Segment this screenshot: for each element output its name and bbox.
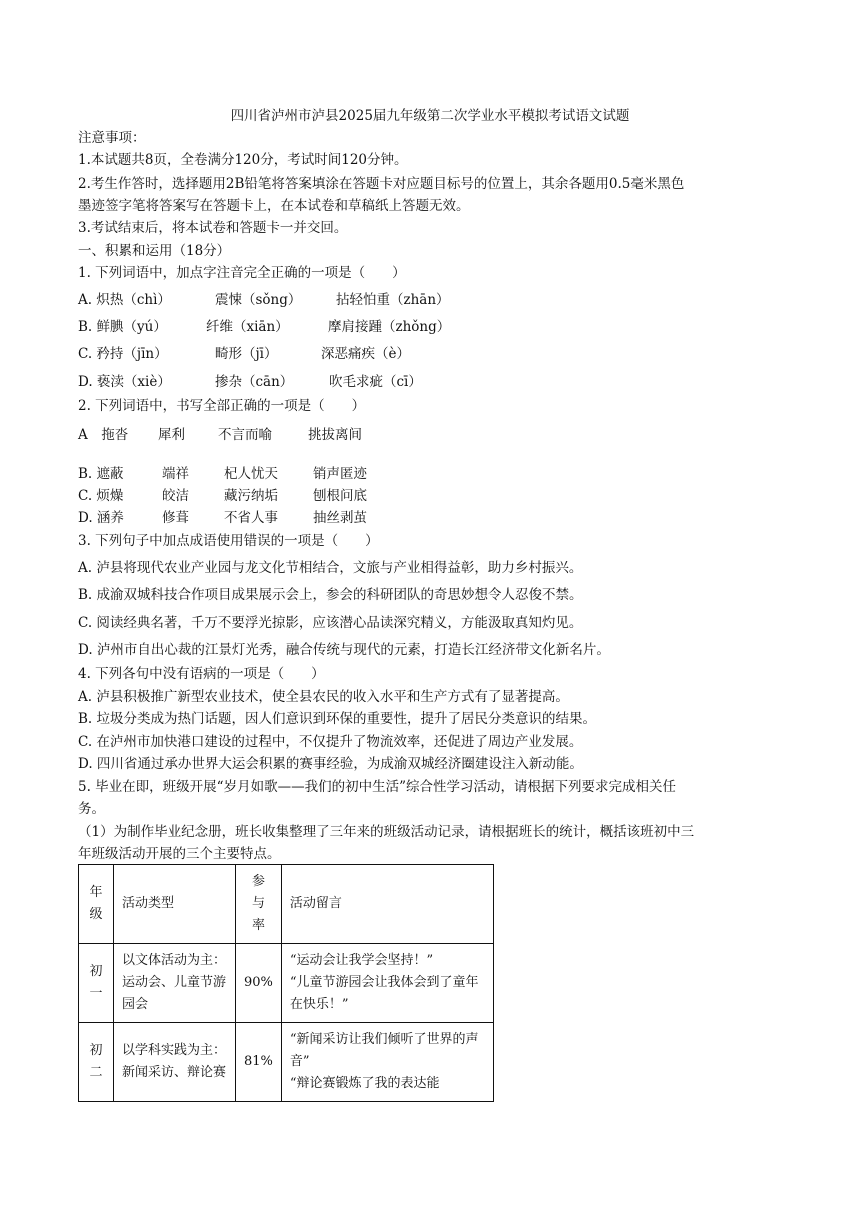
question-2-stem: 2. 下列词语中，书写全部正确的一项是（ ） xyxy=(78,398,366,414)
question-3-option-c: C. 阅读经典名著，千万不要浮光掠影，应该潜心品读深究精义，方能汲取真知灼见。 xyxy=(78,615,583,631)
notice-item: 2.考生作答时，选择题用2B铅笔将答案填涂在答题卡对应题目标号的位置上，其余各题用0.5毫米黑色 xyxy=(78,176,685,192)
question-4-option-c: C. 在泸州市加快港口建设的过程中，不仅提升了物流效率，还促进了周边产业发展。 xyxy=(78,734,583,750)
comment: “儿童节游园会让我体会到了童年在快乐！” xyxy=(289,975,479,1012)
rate-cell: 81% xyxy=(236,1023,282,1102)
table-header-row xyxy=(79,865,494,944)
question-1-option-c xyxy=(78,343,410,365)
comments-cell xyxy=(281,944,493,1023)
question-2-option-b xyxy=(78,463,367,485)
option-word: D. 亵渎（xiè） xyxy=(78,374,171,390)
option-word: 刨根问底 xyxy=(313,488,367,504)
option-word: 纤维（xiān） xyxy=(206,319,289,335)
notice-heading: 注意事项： xyxy=(78,130,146,146)
question-3-option-a: A. 泸县将现代农业产业园与龙文化节相结合，文旅与产业相得益彰，助力乡村振兴。 xyxy=(78,560,583,576)
section-heading: 一、积累和运用（18分） xyxy=(78,243,231,259)
type-cell: 以文体活动为主：运动会、儿童节游园会 xyxy=(114,944,236,1023)
question-5-stem-cont: 务。 xyxy=(78,801,105,817)
document-title: 四川省泸州市泸县2025届九年级第二次学业水平模拟考试语文试题 xyxy=(230,108,630,124)
header-type: 活动类型 xyxy=(114,865,236,944)
option-word: 修葺 xyxy=(162,510,189,526)
comment: “运动会让我学会坚持！” xyxy=(289,953,434,968)
question-2-option-d xyxy=(78,507,367,529)
option-word: 藏污纳垢 xyxy=(224,488,278,504)
comment: “新闻采访让我们倾听了世界的声音” xyxy=(289,1032,479,1069)
question-4-option-b: B. 垃圾分类成为热门话题，因人们意识到环保的重要性，提升了居民分类意识的结果。 xyxy=(78,711,597,727)
option-word: 拈轻怕重（zhān） xyxy=(336,292,450,308)
option-word: 掺杂（cān） xyxy=(215,374,294,390)
question-5-stem: 5. 毕业在即，班级开展“岁月如歌——我们的初中生活”综合性学习活动，请根据下列要求完成相关任 xyxy=(78,779,676,795)
header-grade: 年级 xyxy=(79,865,114,944)
question-4-option-a: A. 泸县积极推广新型农业技术，使全县农民的收入水平和生产方式有了显著提高。 xyxy=(78,689,569,705)
option-word: 皎洁 xyxy=(162,488,189,504)
option-word: 杞人忧天 xyxy=(224,466,278,482)
question-3-option-b: B. 成渝双城科技合作项目成果展示会上，参会的科研团队的奇思妙想令人忍俊不禁。 xyxy=(78,587,583,603)
question-2-option-a xyxy=(78,424,362,446)
activity-table xyxy=(78,864,494,1102)
option-word: 深恶痛疾（è） xyxy=(321,346,410,362)
grade-cell: 初一 xyxy=(79,944,114,1023)
type-cell: 以学科实践为主：新闻采访、辩论赛 xyxy=(114,1023,236,1102)
question-4-stem: 4. 下列各句中没有语病的一项是（ ） xyxy=(78,666,325,682)
option-word: 挑拔离间 xyxy=(308,427,362,443)
option-word: 吹毛求疵（cī） xyxy=(329,374,422,390)
table-row xyxy=(79,1023,494,1102)
question-1-stem: 1. 下列词语中，加点字注音完全正确的一项是（ ） xyxy=(78,265,406,281)
option-word: 不言而喻 xyxy=(218,427,272,443)
notice-item: 3.考试结束后，将本试卷和答题卡一并交回。 xyxy=(78,220,348,236)
option-word: D. 涵养 xyxy=(78,510,124,526)
question-1-option-b xyxy=(78,316,450,338)
option-word: 抽丝剥茧 xyxy=(313,510,367,526)
notice-item: 墨迹签字笔将答案写在答题卡上，在本试卷和草稿纸上答题无效。 xyxy=(78,198,470,214)
option-word: 摩肩接踵（zhǒng） xyxy=(328,319,451,335)
option-word: 震悚（sǒng） xyxy=(215,292,302,308)
question-3-option-d: D. 泸州市自出心裁的江景灯光秀，融合传统与现代的元素，打造长江经济带文化新名片。 xyxy=(78,642,610,658)
question-1-option-a xyxy=(78,289,450,311)
option-word: A 拖沓 xyxy=(78,427,129,443)
question-4-option-d: D. 四川省通过承办世界大运会积累的赛事经验，为成渝双城经济圈建设注入新动能。 xyxy=(78,756,583,772)
header-comments: 活动留言 xyxy=(281,865,493,944)
question-3-stem: 3. 下列句子中加点成语使用错误的一项是（ ） xyxy=(78,533,379,549)
rate-cell: 90% xyxy=(236,944,282,1023)
option-word: 犀利 xyxy=(158,427,185,443)
option-word: C. 矜持（jīn） xyxy=(78,346,168,362)
header-rate: 参与率 xyxy=(236,865,282,944)
question-1-option-d xyxy=(78,371,422,393)
grade-cell: 初二 xyxy=(79,1023,114,1102)
question-5-sub1-cont: 年班级活动开展的三个主要特点。 xyxy=(78,846,281,862)
option-word: B. 鲜腆（yú） xyxy=(78,319,167,335)
question-2-option-c xyxy=(78,485,367,507)
comment: “辩论赛锻炼了我的表达能 xyxy=(289,1076,440,1091)
option-word: 畸形（jī） xyxy=(215,346,278,362)
notice-item: 1.本试题共8页，全卷满分120分，考试时间120分钟。 xyxy=(78,152,408,168)
option-word: C. 烦燥 xyxy=(78,488,124,504)
option-word: A. 炽热（chì） xyxy=(78,292,171,308)
option-word: 端祥 xyxy=(162,466,189,482)
option-word: 销声匿迹 xyxy=(313,466,367,482)
question-5-sub1: （1）为制作毕业纪念册，班长收集整理了三年来的班级活动记录，请根据班长的统计，概括该班初中三 xyxy=(78,824,695,840)
option-word: B. 遮蔽 xyxy=(78,466,124,482)
comments-cell xyxy=(281,1023,493,1102)
table-row xyxy=(79,944,494,1023)
option-word: 不省人事 xyxy=(224,510,278,526)
